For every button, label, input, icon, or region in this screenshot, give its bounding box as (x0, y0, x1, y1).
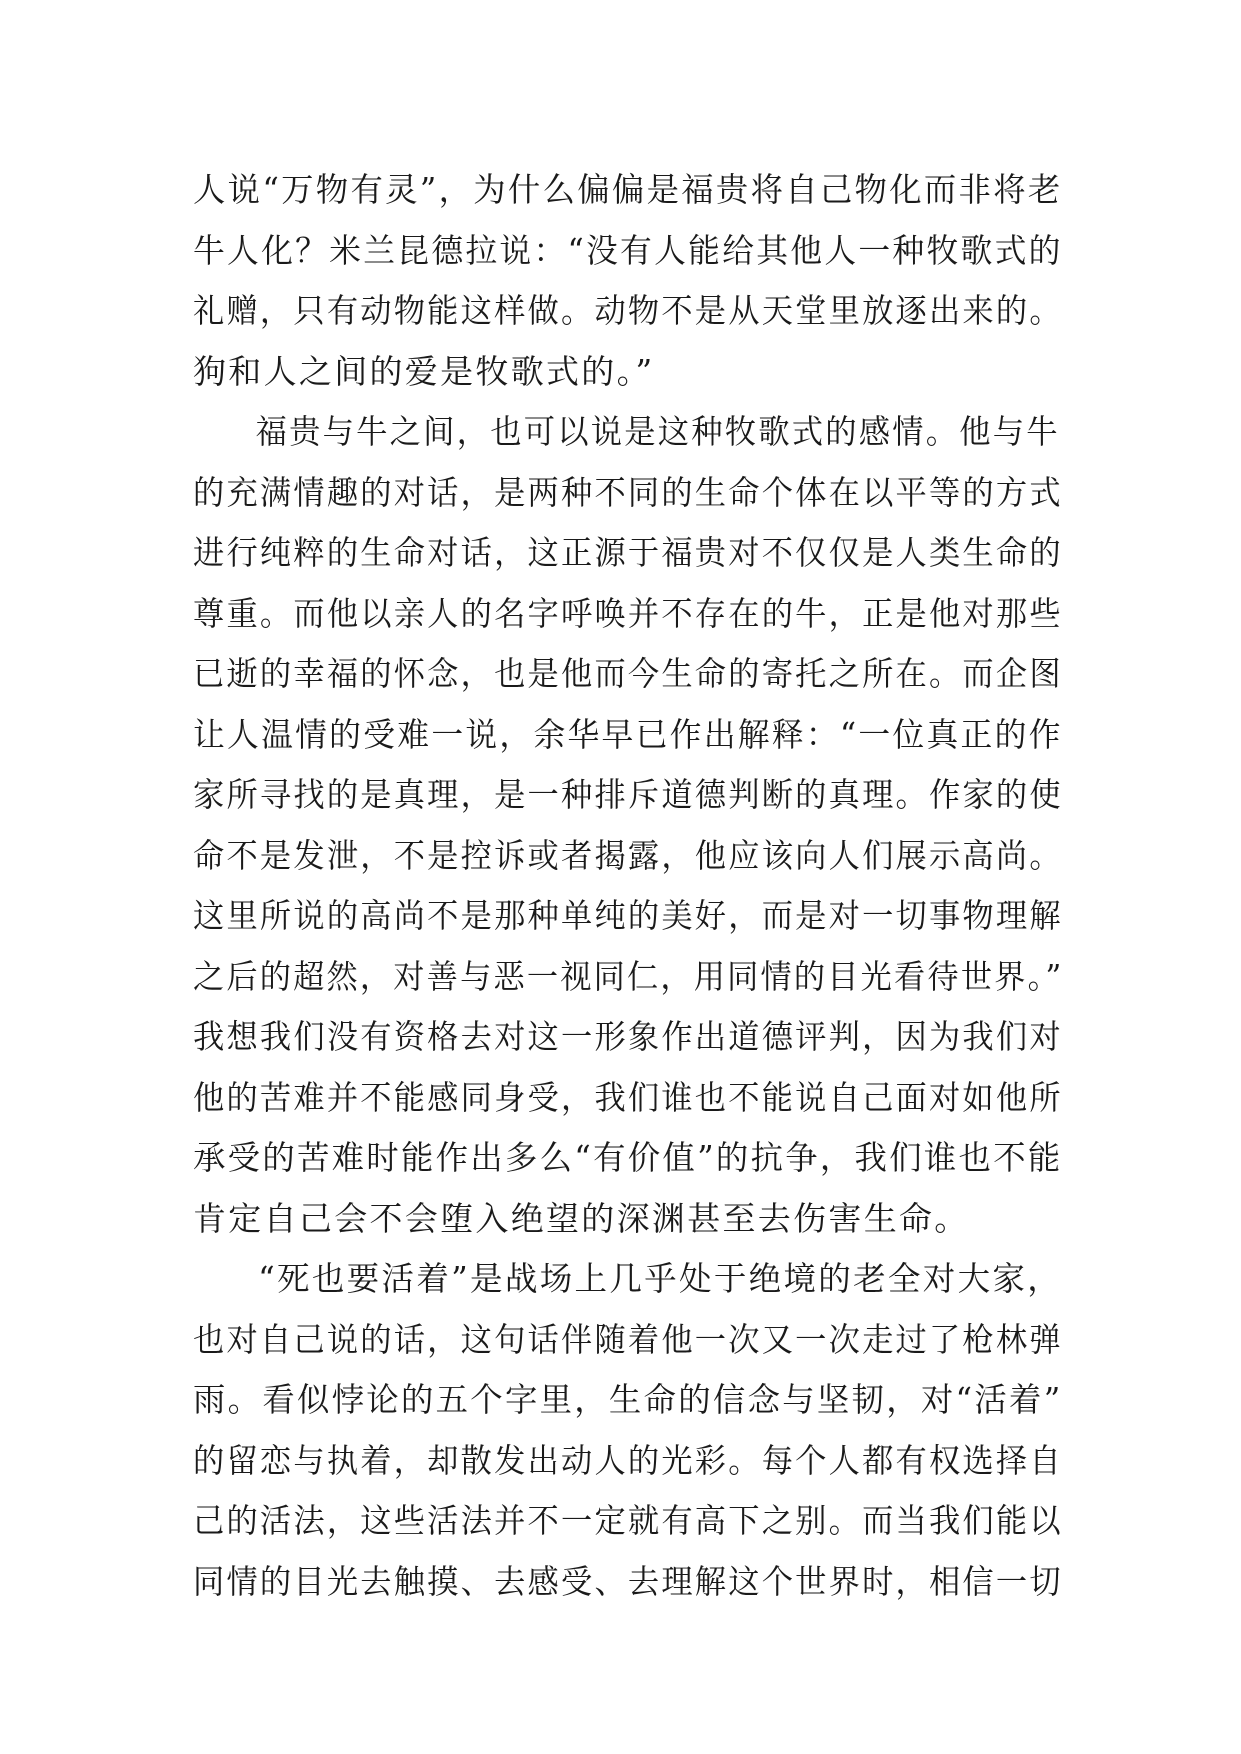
text-line: 命不是发泄，不是控诉或者揭露，他应该向人们展示高尚。 (193, 835, 1063, 875)
body-text (193, 160, 1063, 1612)
text-line: 礼赠，只有动物能这样做。动物不是从天堂里放逐出来的。 (193, 291, 1063, 330)
text-line: 承受的苦难时能作出多么“有价值”的抗争，我们谁也不能 (193, 1138, 1063, 1177)
text-line: 之后的超然，对善与恶一视同仁，用同情的目光看待世界。” (193, 956, 1064, 996)
text-line: 已逝的幸福的怀念，也是他而今生命的寄托之所在。而企图 (193, 654, 1063, 693)
text-line: 己的活法，这些活法并不一定就有高下之别。而当我们能以 (193, 1501, 1063, 1540)
text-line: 也对自己说的话，这句话伴随着他一次又一次走过了枪林弹 (193, 1319, 1063, 1359)
text-line: 人说“万物有灵”，为什么偏偏是福贵将自己物化而非将老 (193, 170, 1063, 209)
text-line: 同情的目光去触摸、去感受、去理解这个世界时，相信一切 (193, 1561, 1063, 1601)
text-line: 我想我们没有资格去对这一形象作出道德评判，因为我们对 (193, 1017, 1063, 1056)
text-line: 让人温情的受难一说，余华早已作出解释：“一位真正的作 (193, 714, 1063, 754)
text-line: 他的苦难并不能感同身受，我们谁也不能说自己面对如他所 (193, 1077, 1063, 1117)
text-line: 狗和人之间的爱是牧歌式的。” (193, 351, 655, 391)
text-line: 的充满情趣的对话，是两种不同的生命个体在以平等的方式 (193, 472, 1063, 512)
text-line: 进行纯粹的生命对话，这正源于福贵对不仅仅是人类生命的 (193, 533, 1063, 572)
text-line: 雨。看似悖论的五个字里，生命的信念与坚韧，对“活着” (193, 1380, 1063, 1419)
text-line: 的留恋与执着，却散发出动人的光彩。每个人都有权选择自 (193, 1440, 1063, 1480)
text-line: 尊重。而他以亲人的名字呼唤并不存在的牛，正是他对那些 (193, 593, 1063, 633)
text-line: 肯定自己会不会堕入绝望的深渊甚至去伤害生命。 (193, 1198, 970, 1238)
text-line: 家所寻找的是真理，是一种排斥道德判断的真理。作家的使 (193, 775, 1063, 814)
text-line: 牛人化？米兰昆德拉说：“没有人能给其他人一种牧歌式的 (193, 230, 1063, 270)
paragraph-first-line: “死也要活着”是战场上几乎处于绝境的老全对大家， (258, 1259, 1063, 1298)
paragraph-first-line: 福贵与牛之间，也可以说是这种牧歌式的感情。他与牛 (255, 412, 1060, 451)
text-line: 这里所说的高尚不是那种单纯的美好，而是对一切事物理解 (193, 896, 1063, 935)
